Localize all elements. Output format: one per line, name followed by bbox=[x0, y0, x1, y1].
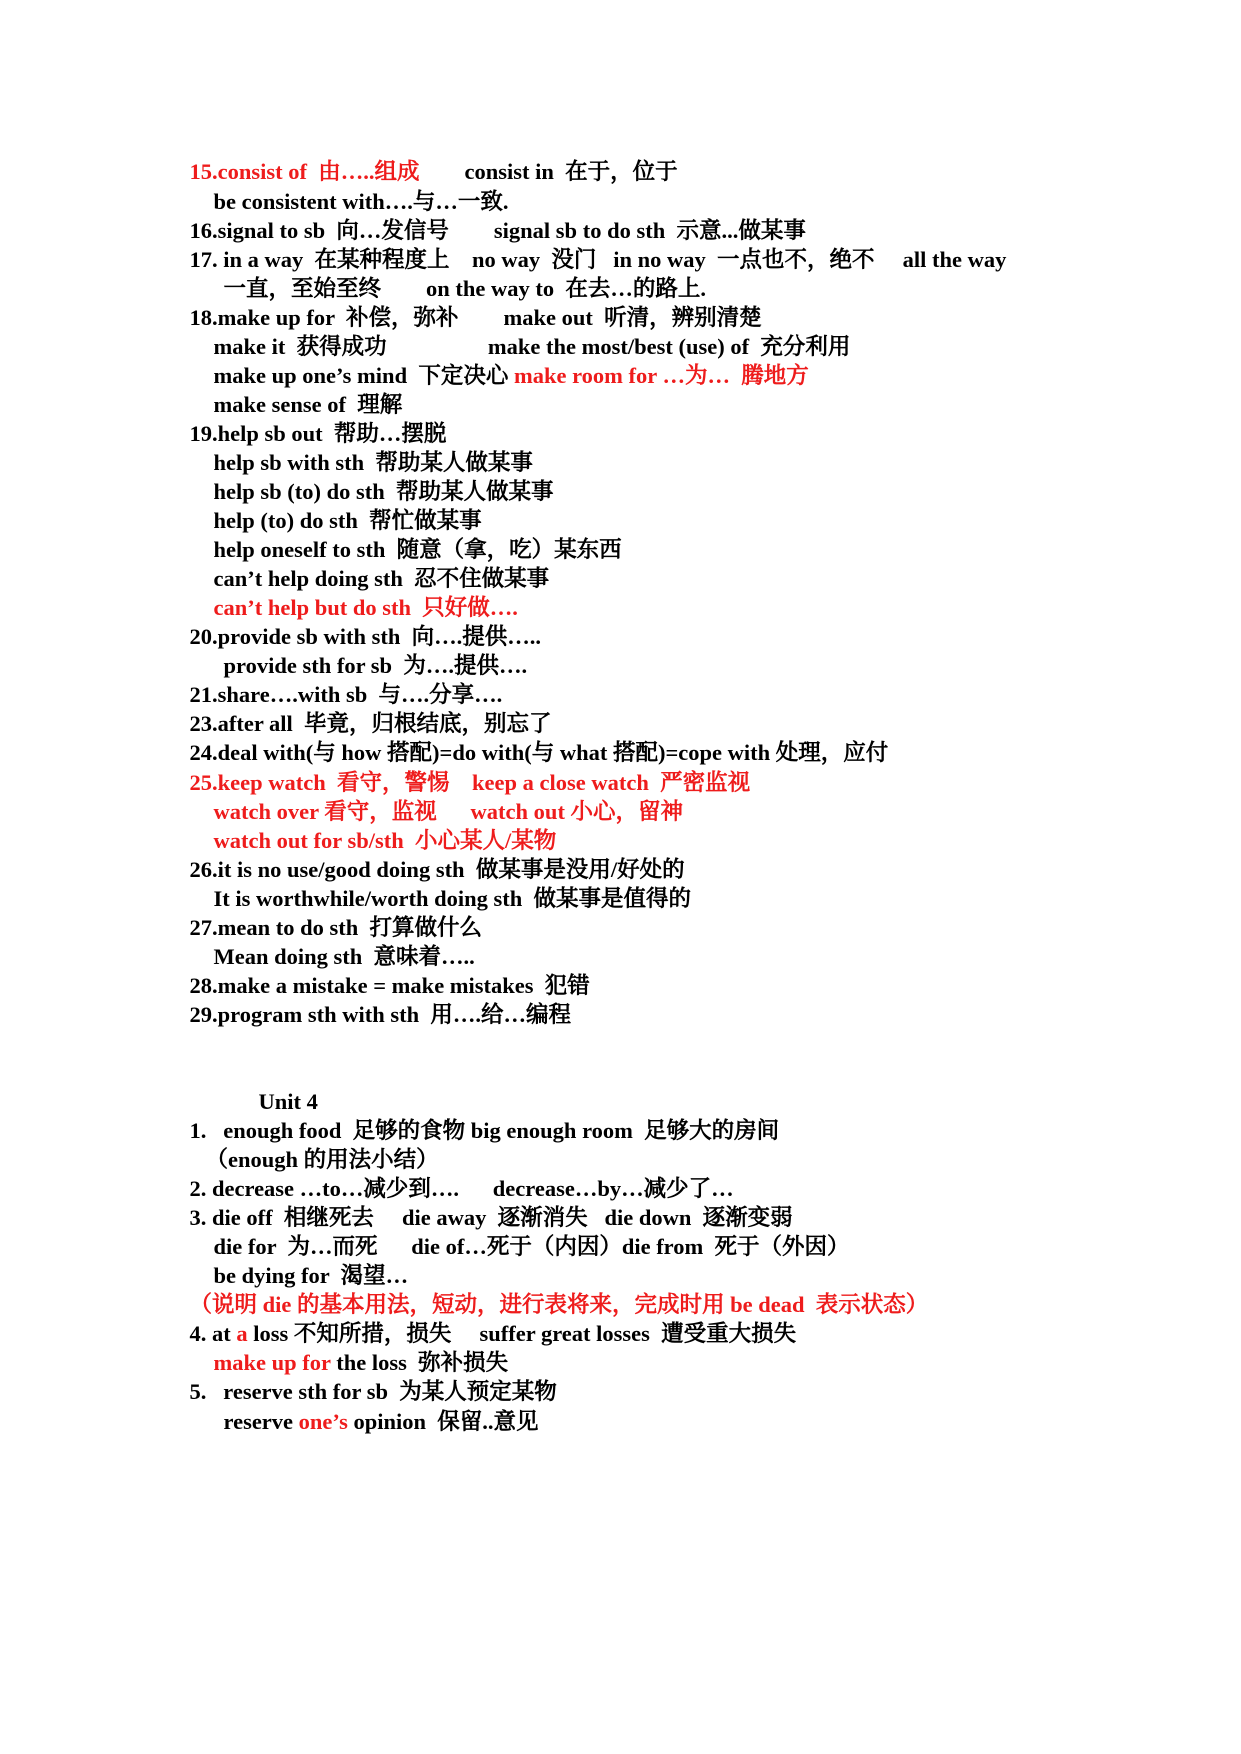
text-segment: provide sth for sb 为….提供…. bbox=[223, 652, 528, 678]
text-segment: 25.keep watch 看守，警惕 keep a close watch 严密监视 bbox=[189, 769, 751, 795]
text-segment: one’s bbox=[298, 1408, 348, 1434]
text-segment: help sb with sth 帮助某人做某事 bbox=[213, 449, 533, 475]
text-segment: the loss 弥补损失 bbox=[330, 1349, 509, 1375]
text-segment: 20.provide sb with sth 向….提供….. bbox=[189, 623, 542, 649]
text-segment: （说明 die 的基本用法，短动，进行表将来，完成时用 be dead 表示状态） bbox=[189, 1291, 929, 1317]
text-segment: reserve bbox=[223, 1408, 299, 1434]
text-segment: loss 不知所措，损失 suffer great losses 遭受重大损失 bbox=[247, 1320, 797, 1346]
text-segment: 16.signal to sb 向…发信号 signal sb to do sth 示意...做某事 bbox=[189, 217, 806, 243]
text-segment: make it 获得成功 make the most/best (use) of 充分利用 bbox=[213, 333, 851, 359]
text-segment: make up one’s mind 下定决心 bbox=[213, 362, 514, 388]
text-segment: 24.deal with(与 how 搭配)=do with(与 what 搭配)=cope with 处理，应付 bbox=[189, 739, 889, 765]
text-segment: be consistent with….与…一致. bbox=[213, 188, 509, 214]
text-segment: 1. enough food 足够的食物 big enough room 足够大的房间 bbox=[189, 1117, 780, 1143]
text-segment: make room for …为… 腾地方 bbox=[513, 362, 809, 388]
text-segment: opinion 保留..意见 bbox=[347, 1408, 539, 1434]
text-segment: 4. at bbox=[189, 1320, 237, 1346]
text-segment: 一直，至始至终 on the way to 在去…的路上. bbox=[223, 275, 706, 301]
entry-line bbox=[167, 981, 571, 1049]
text-segment: 26.it is no use/good doing sth 做某事是没用/好处的 bbox=[189, 856, 685, 882]
entry-line bbox=[201, 1388, 539, 1456]
text-segment: 27.mean to do sth 打算做什么 bbox=[189, 914, 483, 940]
text-segment: It is worthwhile/worth doing sth 做某事是值得的 bbox=[213, 885, 692, 911]
text-segment: be dying for 渴望… bbox=[213, 1262, 409, 1288]
text-segment: 21.share….with sb 与….分享…. bbox=[189, 681, 503, 707]
text-segment: 17. in a way 在某种程度上 no way 没门 in no way 一点也不，绝不 all the way bbox=[189, 246, 1007, 272]
text-segment: Mean doing sth 意味着….. bbox=[213, 943, 475, 969]
text-segment: watch out for sb/sth 小心某人/某物 bbox=[213, 827, 557, 853]
text-segment: a bbox=[236, 1320, 248, 1346]
text-segment: watch over 看守，监视 watch out 小心，留神 bbox=[213, 798, 684, 824]
text-segment: Unit 4 bbox=[258, 1088, 318, 1114]
text-segment: 19.help sb out 帮助…摆脱 bbox=[189, 420, 447, 446]
text-segment: 23.after all 毕竟，归根结底，别忘了 bbox=[189, 710, 552, 736]
text-segment: 2. decrease …to…减少到…. decrease…by…减少了… bbox=[189, 1175, 734, 1201]
text-segment: die for 为…而死 die of…死于（内因）die from 死于（外因） bbox=[213, 1233, 850, 1259]
text-segment: help sb (to) do sth 帮助某人做某事 bbox=[213, 478, 554, 504]
text-segment: make up for bbox=[213, 1349, 331, 1375]
text-segment: 3. die off 相继死去 die away 逐渐消失 die down 逐渐变弱 bbox=[189, 1204, 793, 1230]
text-segment: can’t help doing sth 忍不住做某事 bbox=[213, 565, 550, 591]
text-segment: consist in 在于，位于 bbox=[419, 158, 678, 184]
text-segment: 29.program sth with sth 用….给…编程 bbox=[189, 1001, 571, 1027]
text-segment: 28.make a mistake = make mistakes 犯错 bbox=[189, 972, 590, 998]
text-segment: can’t help but do sth 只好做…. bbox=[213, 594, 518, 620]
text-segment: help oneself to sth 随意（拿，吃）某东西 bbox=[213, 536, 622, 562]
text-segment: 5. reserve sth for sb 为某人预定某物 bbox=[189, 1378, 557, 1404]
text-segment: （enough 的用法小结） bbox=[205, 1146, 439, 1172]
text-segment: 15.consist of 由…..组成 bbox=[189, 158, 420, 184]
text-segment: make sense of 理解 bbox=[213, 391, 403, 417]
text-segment: 18.make up for 补偿，弥补 make out 听清，辨别清楚 bbox=[189, 304, 762, 330]
text-segment: help (to) do sth 帮忙做某事 bbox=[213, 507, 482, 533]
